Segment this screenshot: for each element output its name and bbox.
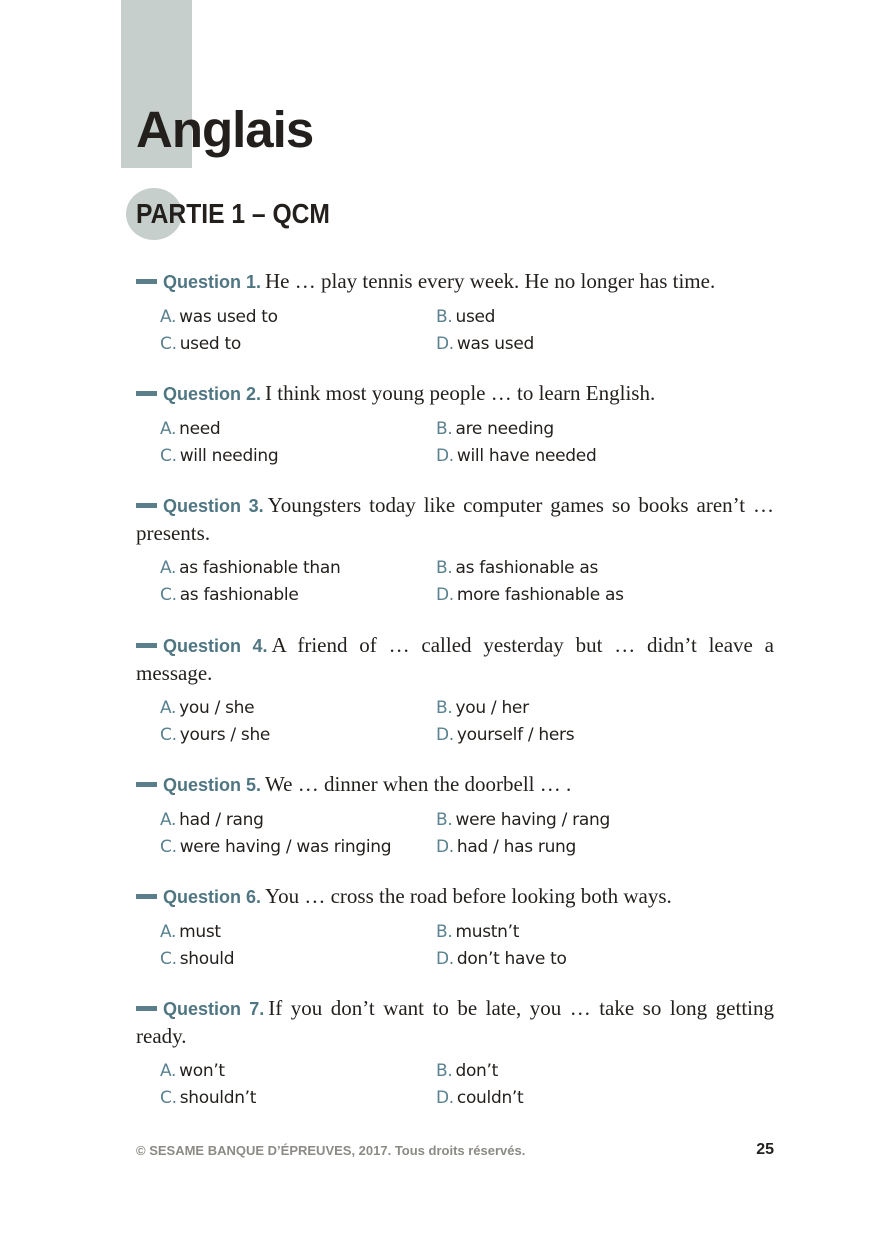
dash-marker-icon: [136, 782, 157, 787]
option-text: used: [455, 307, 496, 327]
option-text: mustn’t: [455, 922, 520, 942]
page-number: 25: [756, 1141, 774, 1158]
question-3-text: Youngsters today like computer games so books aren’t … presents.: [136, 493, 774, 545]
question-5-option-c[interactable]: [160, 836, 436, 859]
question-3-options: [160, 557, 774, 607]
question-2-option-a[interactable]: [160, 418, 436, 441]
question-4-text-block: [136, 632, 774, 687]
question-5-option-d[interactable]: [436, 836, 712, 859]
option-letter: C.: [160, 949, 177, 969]
question-6-label: Question 6.: [163, 887, 262, 907]
option-letter: C.: [160, 725, 177, 745]
option-text: don’t: [455, 1061, 499, 1081]
page-title: Anglais: [136, 101, 314, 158]
question-5-label: Question 5.: [163, 775, 262, 795]
option-letter: A.: [160, 922, 177, 942]
question-3-label: Question 3.: [163, 496, 264, 516]
option-text: was used to: [179, 307, 278, 327]
question-7-option-c[interactable]: [160, 1087, 436, 1110]
question-4-option-d[interactable]: [436, 724, 712, 747]
option-text: need: [179, 419, 221, 439]
question-3-text-block: [136, 492, 774, 547]
question-2-options: [160, 418, 774, 468]
dash-marker-icon: [136, 279, 157, 284]
question-6-text-block: [136, 883, 774, 911]
option-text: you / she: [179, 698, 255, 718]
question-4-option-c[interactable]: [160, 724, 436, 747]
option-letter: C.: [160, 446, 177, 466]
question-4-option-a[interactable]: [160, 697, 436, 720]
footer-copyright: © SESAME BANQUE D’ÉPREUVES, 2017. Tous droits réservés.: [136, 1143, 526, 1158]
question-7-label: Question 7.: [163, 999, 265, 1019]
option-text: must: [179, 922, 221, 942]
question-5-option-a[interactable]: [160, 809, 436, 832]
question-7-text: If you don’t want to be late, you … take so long getting ready.: [136, 996, 775, 1048]
option-letter: C.: [160, 1088, 177, 1108]
option-letter: A.: [160, 1061, 177, 1081]
option-letter: C.: [160, 837, 177, 857]
option-text: as fashionable: [179, 585, 299, 605]
option-text: will have needed: [456, 446, 597, 466]
dash-marker-icon: [136, 894, 157, 899]
question-7-option-a[interactable]: [160, 1060, 436, 1083]
question-6-text: You … cross the road before looking both ways.: [265, 884, 672, 908]
question-5-options: [160, 809, 774, 859]
option-text: should: [179, 949, 235, 969]
question-7-option-b[interactable]: [436, 1060, 712, 1083]
option-text: was used: [456, 334, 534, 354]
option-letter: D.: [436, 837, 454, 857]
option-letter: B.: [436, 558, 453, 578]
option-letter: B.: [436, 698, 453, 718]
question-1-option-c[interactable]: [160, 333, 436, 356]
question-5-text: We … dinner when the doorbell … .: [265, 772, 572, 796]
option-letter: D.: [436, 446, 454, 466]
option-letter: A.: [160, 558, 177, 578]
option-letter: D.: [436, 949, 454, 969]
option-text: were having / rang: [455, 810, 610, 830]
question-4-label: Question 4.: [163, 636, 268, 656]
question-7-options: [160, 1060, 774, 1110]
question-1-label: Question 1.: [163, 272, 262, 292]
question-3-option-b[interactable]: [436, 557, 712, 580]
option-text: will needing: [179, 446, 279, 466]
question-2-label: Question 2.: [163, 384, 262, 404]
option-text: couldn’t: [456, 1088, 524, 1108]
question-2-option-c[interactable]: [160, 445, 436, 468]
question-4: [136, 632, 774, 747]
option-text: as fashionable as: [455, 558, 599, 578]
option-text: won’t: [179, 1061, 225, 1081]
option-text: are needing: [455, 419, 554, 439]
question-2-text: I think most young people … to learn English.: [265, 381, 656, 405]
option-letter: D.: [436, 725, 454, 745]
option-text: shouldn’t: [179, 1088, 257, 1108]
dash-marker-icon: [136, 643, 157, 648]
question-5-option-b[interactable]: [436, 809, 712, 832]
question-1-option-b[interactable]: [436, 306, 712, 329]
question-7-option-d[interactable]: [436, 1087, 712, 1110]
option-text: were having / was ringing: [179, 837, 392, 857]
question-5-text-block: [136, 771, 774, 799]
option-text: more fashionable as: [456, 585, 624, 605]
question-7-text-block: [136, 995, 774, 1050]
dash-marker-icon: [136, 1006, 157, 1011]
dash-marker-icon: [136, 503, 157, 508]
option-text: you / her: [455, 698, 529, 718]
question-6-option-b[interactable]: [436, 921, 712, 944]
option-text: had / rang: [179, 810, 264, 830]
question-1-option-d[interactable]: [436, 333, 712, 356]
question-6-option-a[interactable]: [160, 921, 436, 944]
option-letter: B.: [436, 1061, 453, 1081]
question-5: [136, 771, 774, 859]
option-letter: B.: [436, 810, 453, 830]
option-text: had / has rung: [456, 837, 577, 857]
question-7: [136, 995, 774, 1110]
question-2-option-b[interactable]: [436, 418, 712, 441]
question-2-text-block: [136, 380, 774, 408]
option-text: as fashionable than: [179, 558, 341, 578]
question-4-options: [160, 697, 774, 747]
option-letter: B.: [436, 922, 453, 942]
option-letter: C.: [160, 585, 177, 605]
question-2-option-d[interactable]: [436, 445, 712, 468]
question-6: [136, 883, 774, 971]
question-1-option-a[interactable]: [160, 306, 436, 329]
option-letter: D.: [436, 334, 454, 354]
option-letter: B.: [436, 307, 453, 327]
question-6-option-d[interactable]: [436, 948, 712, 971]
option-letter: D.: [436, 585, 454, 605]
question-2: [136, 380, 774, 468]
option-text: yourself / hers: [456, 725, 575, 745]
option-letter: D.: [436, 1088, 454, 1108]
question-1-options: [160, 306, 774, 356]
question-3-option-c[interactable]: [160, 584, 436, 607]
question-6-options: [160, 921, 774, 971]
question-1-text-block: [136, 268, 774, 296]
option-letter: A.: [160, 419, 177, 439]
question-6-option-c[interactable]: [160, 948, 436, 971]
question-1-text: He … play tennis every week. He no longer has time.: [265, 269, 716, 293]
question-3-option-d[interactable]: [436, 584, 712, 607]
option-text: used to: [179, 334, 241, 354]
question-4-text: A friend of … called yesterday but … didn’t leave a message.: [136, 633, 774, 685]
question-1: [136, 268, 774, 356]
question-4-option-b[interactable]: [436, 697, 712, 720]
option-text: don’t have to: [456, 949, 567, 969]
option-letter: A.: [160, 698, 177, 718]
option-letter: A.: [160, 810, 177, 830]
option-letter: C.: [160, 334, 177, 354]
dash-marker-icon: [136, 391, 157, 396]
option-letter: B.: [436, 419, 453, 439]
section-title: PARTIE 1 – QCM: [136, 198, 330, 229]
option-text: yours / she: [179, 725, 271, 745]
question-3: [136, 492, 774, 607]
question-3-option-a[interactable]: [160, 557, 436, 580]
option-letter: A.: [160, 307, 177, 327]
